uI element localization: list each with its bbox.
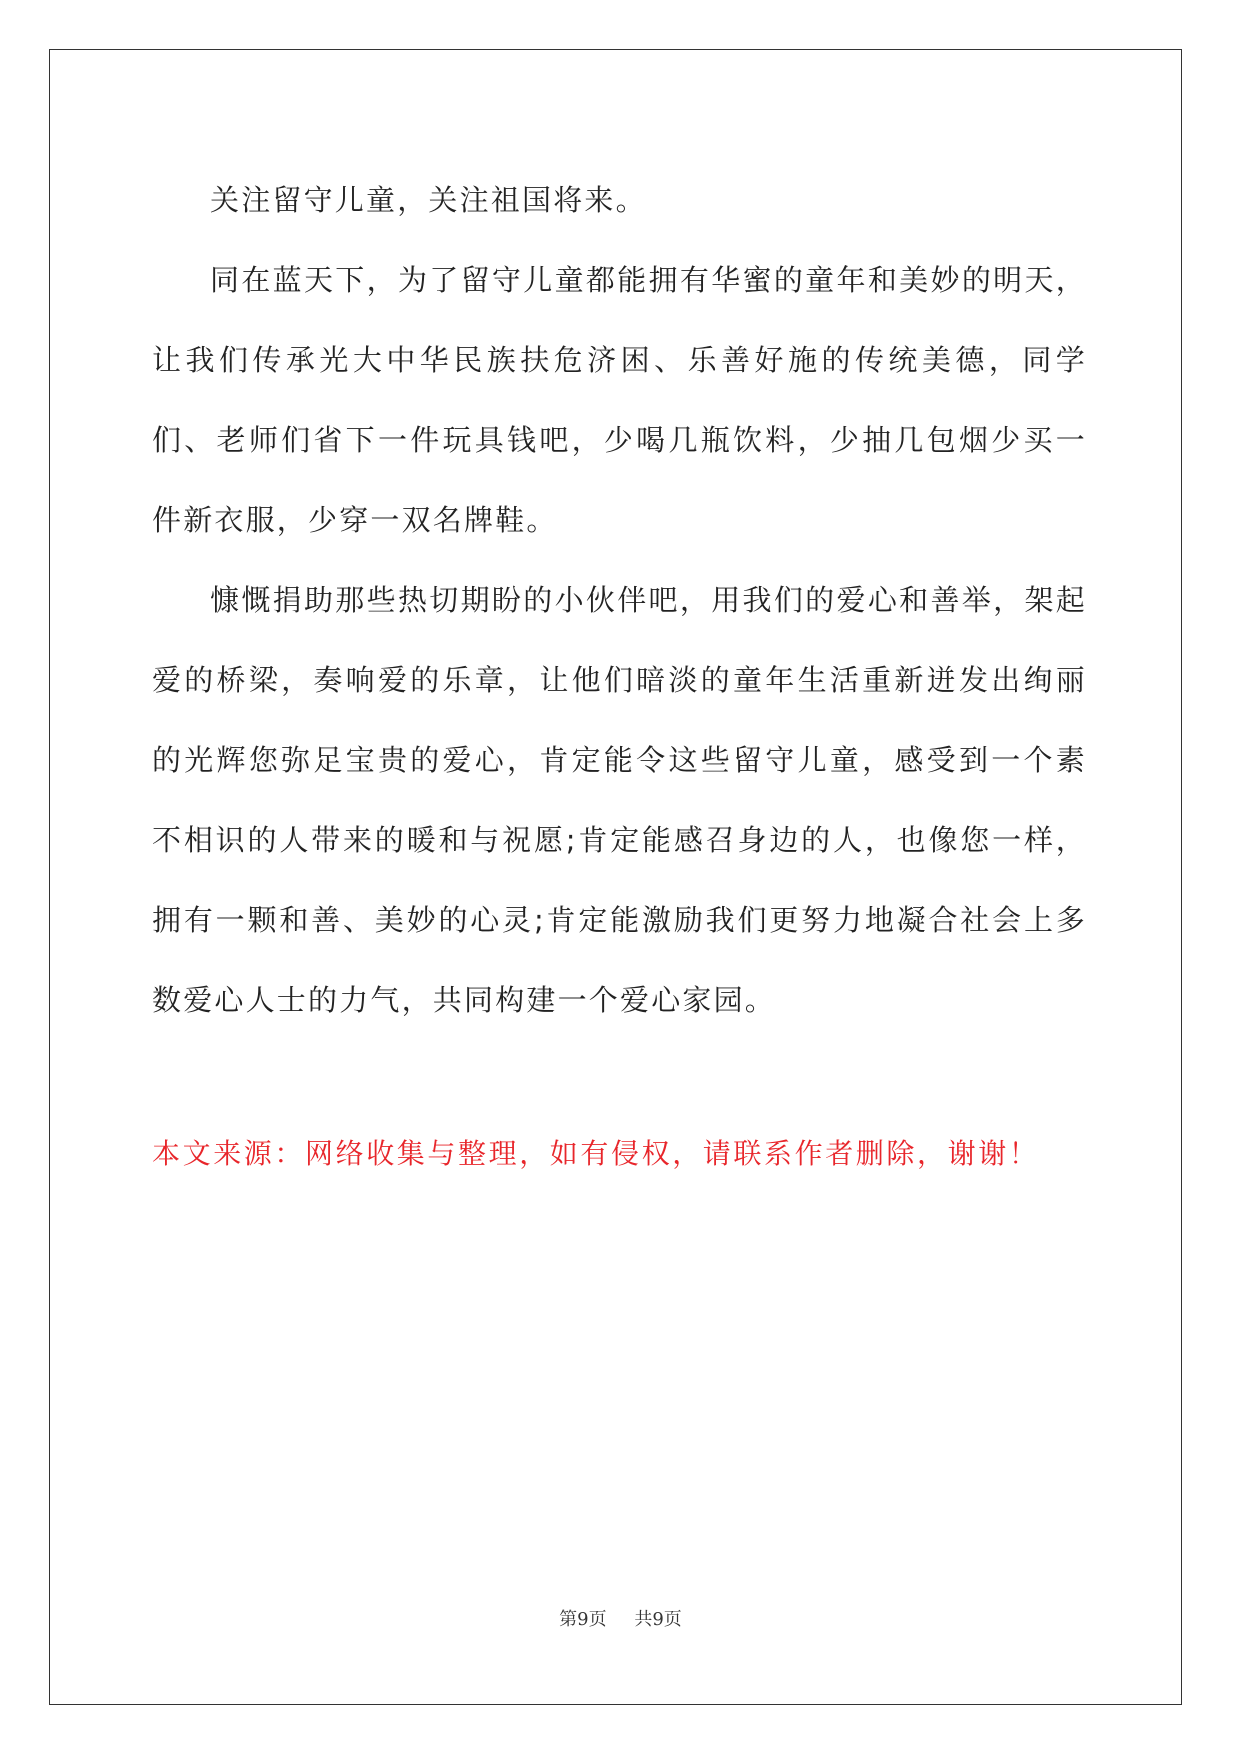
paragraph: 同在蓝天下，为了留守儿童都能拥有华蜜的童年和美妙的明天，让我们传承光大中华民族扶危济困、乐善好施的传统美德，同学们、老师们省下一件玩具钱吧，少喝几瓶饮料，少抽几包烟少买一件新衣服，少穿一双名牌鞋。 <box>152 263 1087 537</box>
total-pages-label: 共9页 <box>634 1609 682 1630</box>
page-footer <box>0 1608 1241 1632</box>
paragraph: 慷慨捐助那些热切期盼的小伙伴吧，用我们的爱心和善举，架起爱的桥梁，奏响爱的乐章，让他们暗淡的童年生活重新迸发出绚丽的光辉您弥足宝贵的爱心，肯定能令这些留守儿童，感受到一个素不相识的人带来的暖和与祝愿;肯定能感召身边的人，也像您一样，拥有一颗和善、美妙的心灵;肯定能激励我们更努力地凝合社会上多数爱心人士的力气，共同构建一个爱心家园。 <box>152 583 1087 1017</box>
paragraph: 关注留守儿童，关注祖国将来。 <box>210 183 647 217</box>
document-body <box>152 160 1087 1040</box>
source-note: 本文来源：网络收集与整理，如有侵权，请联系作者删除，谢谢！ <box>152 1137 1040 1170</box>
current-page-label: 第9页 <box>559 1609 607 1630</box>
